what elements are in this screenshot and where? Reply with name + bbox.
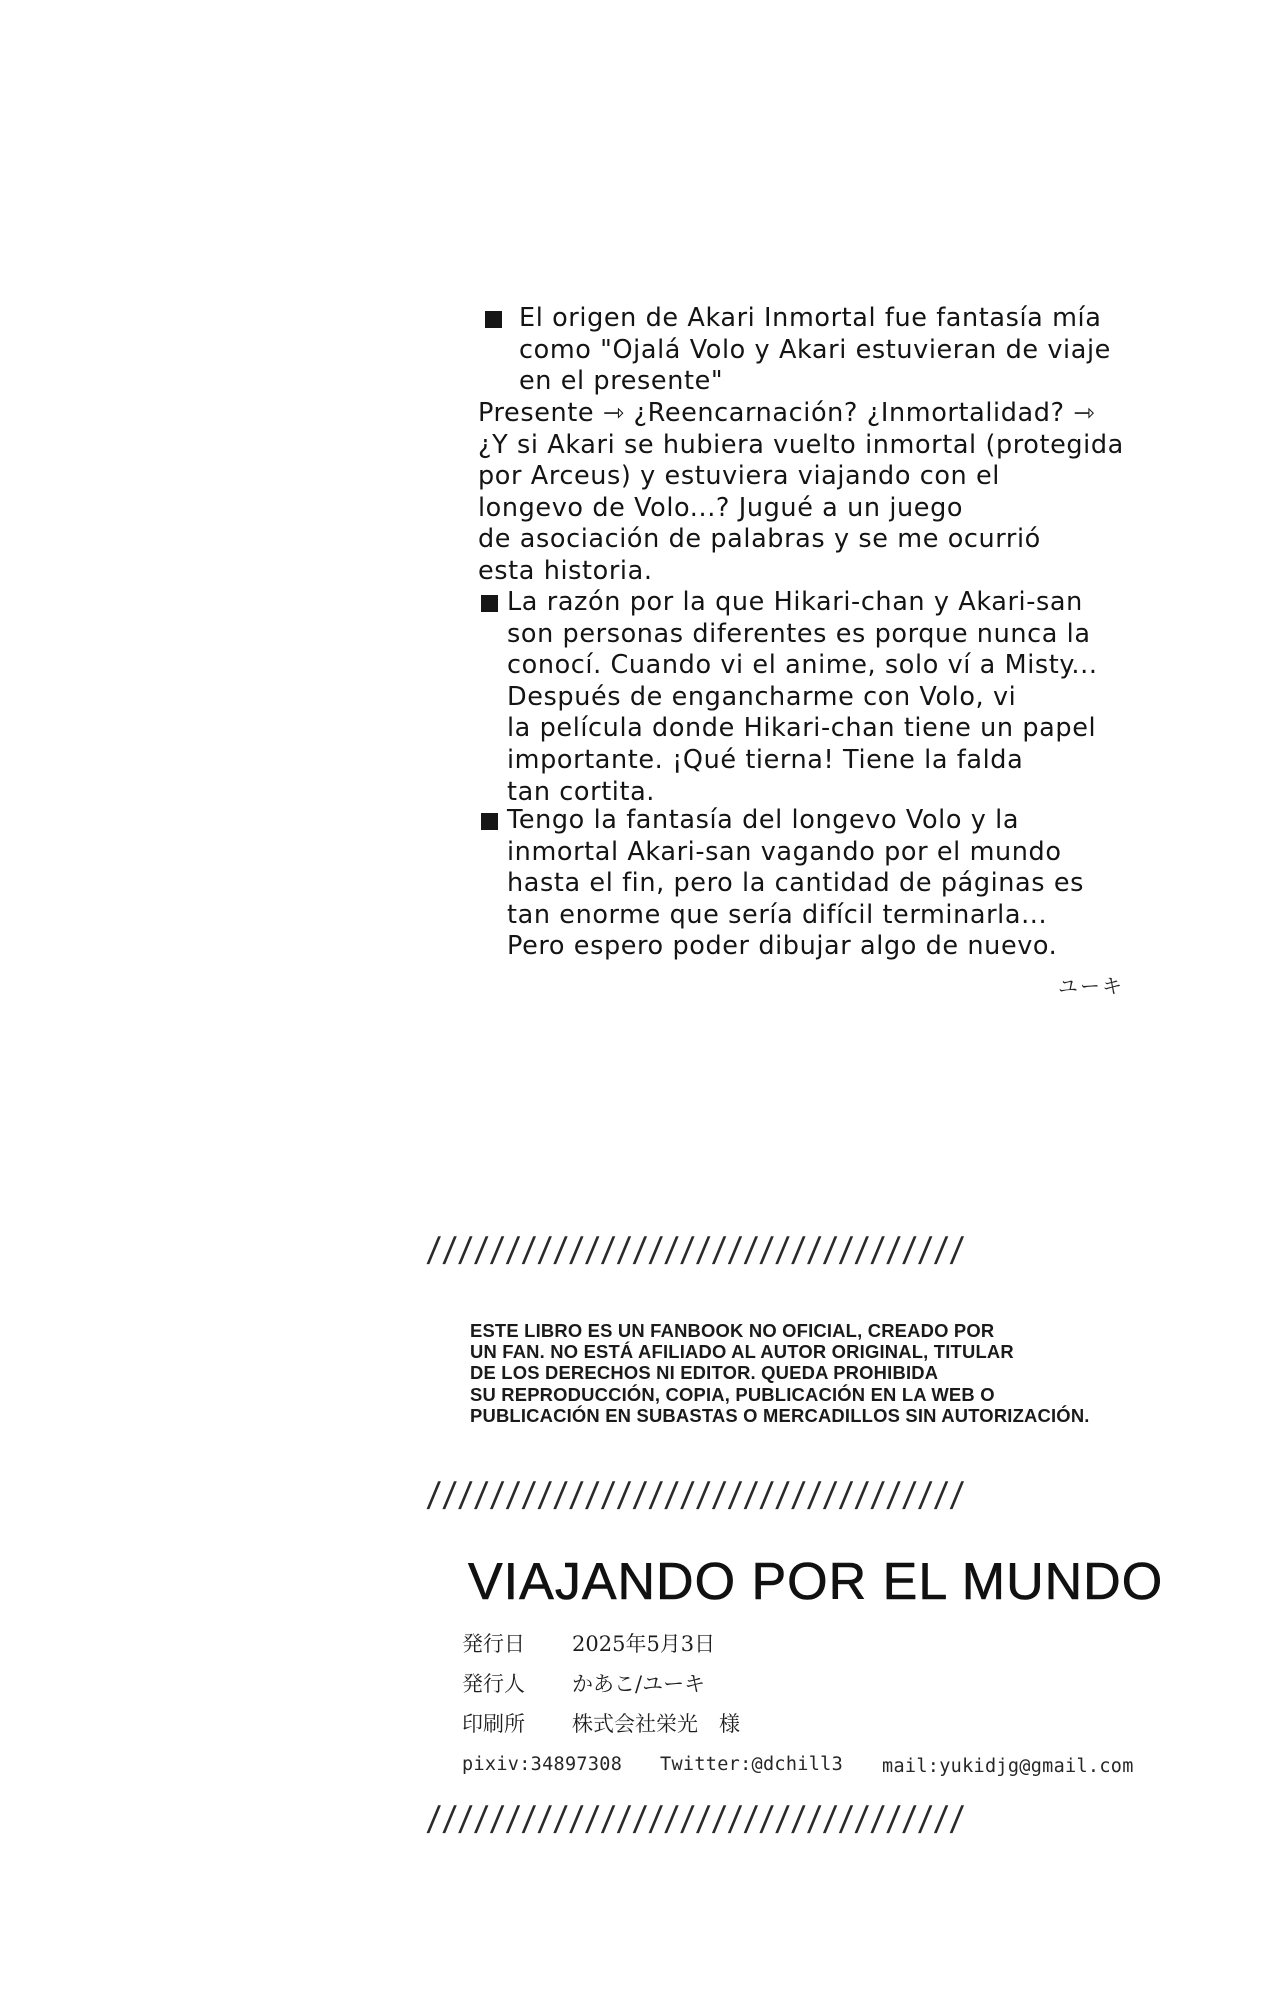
note-bullet-icon (481, 813, 498, 830)
note-bullet-icon (485, 311, 502, 328)
author-signature: ユーキ (1058, 974, 1124, 998)
contact-mail: mail:yukidjg@gmail.com (882, 1756, 1134, 1777)
book-title: VIAJANDO POR EL MUNDO (468, 1553, 1164, 1611)
note-line: en el presente" (519, 366, 724, 397)
disclaimer-line: UN FAN. NO ESTÁ AFILIADO AL AUTOR ORIGINAL, TITULAR (470, 1341, 1014, 1363)
note-line: la película donde Hikari-chan tiene un papel (507, 713, 1097, 744)
colophon-publisher (462, 1668, 705, 1698)
note-line: inmortal Akari-san vagando por el mundo (507, 836, 1062, 867)
separator-bottom: ////////////////////////////////// (425, 1799, 970, 1839)
disclaimer-line: DE LOS DERECHOS NI EDITOR. QUEDA PROHIBIDA (470, 1362, 939, 1384)
note-line: Después de engancharme con Volo, vi (507, 681, 1017, 712)
printer-label: 印刷所 (462, 1712, 525, 1736)
note-line: El origen de Akari Inmortal fue fantasía mía (519, 303, 1102, 333)
note-line: Pero espero poder dibujar algo de nuevo. (507, 931, 1058, 962)
colophon-date (462, 1628, 715, 1658)
note-line: importante. ¡Qué tierna! Tiene la falda (507, 745, 1024, 775)
printer-value: 株式会社栄光 様 (572, 1712, 740, 1736)
note-line: son personas diferentes es porque nunca la (507, 618, 1091, 649)
date-label: 発行日 (462, 1632, 525, 1656)
note-line: Tengo la fantasía del longevo Volo y la (507, 805, 1020, 835)
date-value: 2025年5月3日 (572, 1632, 716, 1656)
note-line: La razón por la que Hikari-chan y Akari-san (507, 587, 1083, 617)
colophon-printer (462, 1708, 740, 1738)
note-line: ¿Y si Akari se hubiera vuelto inmortal (protegida (478, 429, 1124, 460)
contact-twitter: Twitter:@dchill3 (660, 1754, 844, 1775)
note-line: longevo de Volo...? Jugué a un juego (478, 492, 964, 523)
note-line: tan enorme que sería difícil terminarla... (507, 899, 1048, 930)
note-line: hasta el fin, pero la cantidad de páginas es (507, 868, 1085, 899)
note-line: tan cortita. (507, 776, 656, 807)
publisher-label: 発行人 (462, 1672, 525, 1696)
separator-top: ////////////////////////////////// (425, 1230, 970, 1270)
separator-middle: ////////////////////////////////// (425, 1475, 970, 1515)
note-bullet-icon (481, 595, 498, 612)
publisher-value: かあこ/ユーキ (572, 1672, 706, 1696)
disclaimer-block (470, 1320, 1090, 1426)
note-line: como "Ojalá Volo y Akari estuvieran de viaje (519, 334, 1111, 365)
note-line: por Arceus) y estuviera viajando con el (478, 461, 1000, 492)
note-line: conocí. Cuando vi el anime, solo ví a Misty... (507, 650, 1098, 681)
note-line: de asociación de palabras y se me ocurrió (478, 524, 1041, 555)
note-line: Presente ⇾ ¿Reencarnación? ¿Inmortalidad? ⇾ (478, 398, 1096, 428)
note-line: esta historia. (478, 556, 653, 586)
disclaimer-line: PUBLICACIÓN EN SUBASTAS O MERCADILLOS SIN AUTORIZACIÓN. (470, 1404, 1090, 1426)
disclaimer-line: ESTE LIBRO ES UN FANBOOK NO OFICIAL, CREADO POR (470, 1320, 995, 1341)
contact-pixiv: pixiv:34897308 (462, 1754, 623, 1775)
disclaimer-line: SU REPRODUCCIÓN, COPIA, PUBLICACIÓN EN LA WEB O (470, 1383, 995, 1405)
